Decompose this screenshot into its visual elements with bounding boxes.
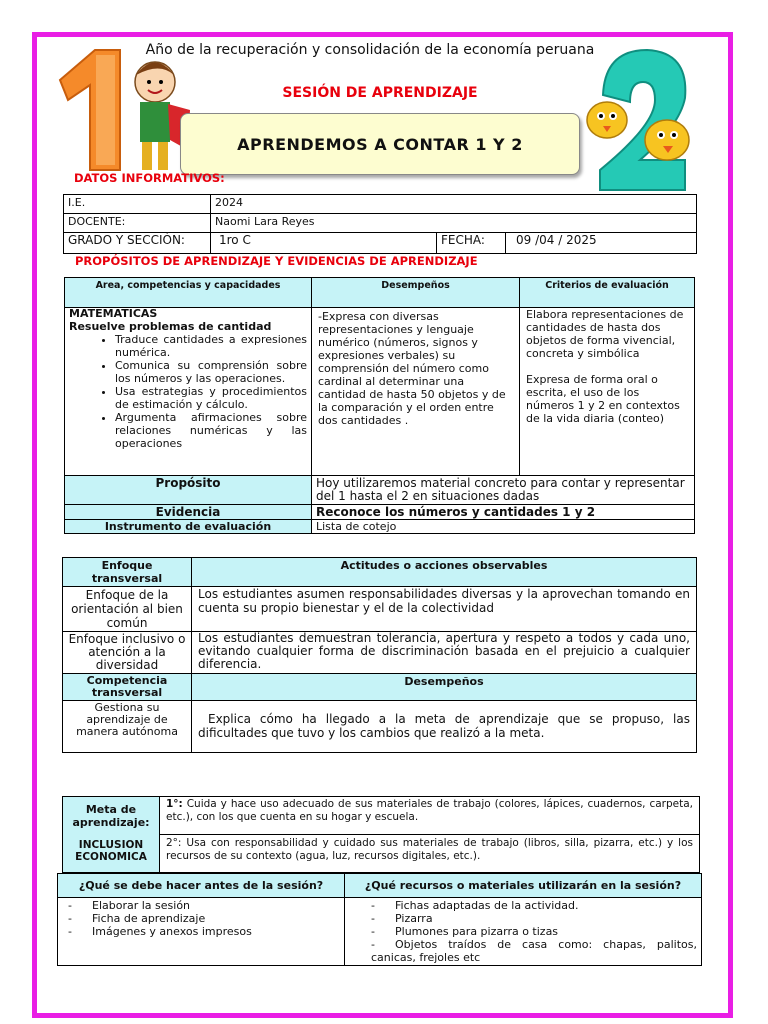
ie-value: 2024 [211, 195, 697, 214]
antes-item: - Imágenes y anexos impresos [68, 925, 340, 938]
proposito-label: Propósito [65, 476, 312, 505]
col-competencia-transversal: Competencia transversal [63, 674, 192, 701]
datos-heading: DATOS INFORMATIVOS: [74, 171, 225, 185]
desempeno-cell: -Expresa con diversas representaciones y lenguaje numérico (números, signos y expresiones verbales) su comprensión del número como cardinal al determinar una cantidad de hasta 50 objetos y de la comparación y el orden entre dos cantidades . [312, 308, 520, 476]
criterios-cell [520, 308, 695, 476]
col-antes: ¿Qué se debe hacer antes de la sesión? [58, 874, 345, 898]
recurso-item: - Objetos traídos de casa como: chapas, palitos, canicas, frejoles etc [371, 938, 697, 964]
session-title: SESIÓN DE APRENDIZAJE [282, 85, 478, 101]
fecha-label: FECHA: [437, 233, 506, 254]
meta-item-2 [160, 835, 700, 873]
evidencia-value: Reconoce los números y cantidades 1 y 2 [312, 505, 695, 520]
meta-item-2-text: Usa con responsabilidad y cuidado sus materiales de trabajo (libros, silla, pizarra, etc.) y los recursos de su contexto (agua, luz, recursos digitales, etc.). [166, 837, 693, 862]
meta-item-2-num: 2°: [166, 837, 182, 849]
capacidades-list [69, 333, 307, 450]
competencia-name: Resuelve problemas de cantidad [69, 320, 272, 333]
recurso-item: - Plumones para pizarra o tizas [371, 925, 697, 938]
proposito-value: Hoy utilizaremos material concreto para contar y representar del 1 hasta el 2 en situaciones dadas [312, 476, 695, 505]
col-criterios: Criterios de evaluación [520, 278, 695, 308]
capacidad-item: • Traduce cantidades a expresiones numérica. [115, 333, 307, 359]
competencia-desempeno: Explica cómo ha llegado a la meta de aprendizaje que se propuso, las dificultades que tuvo y los cambios que realizó a la meta. [192, 701, 697, 753]
col-actitudes: Actitudes o acciones observables [192, 558, 697, 587]
recursos-cell [345, 898, 702, 966]
criterio-2: Expresa de forma oral o escrita, el uso de los números 1 y 2 en contextos de la vida diaria (conteo) [526, 373, 680, 425]
enfoque-name: Enfoque de la orientación al bien común [63, 587, 192, 632]
area-name: MATEMATICAS [69, 307, 158, 320]
enfoques-table [62, 557, 697, 753]
recursos-list [365, 899, 697, 964]
col-area: Area, competencias y capacidades [65, 278, 312, 308]
activity-title: APRENDEMOS A CONTAR 1 Y 2 [180, 113, 580, 175]
number-two-chicks-illustration [585, 40, 710, 200]
preparacion-table [57, 873, 702, 966]
grado-label: GRADO Y SECCIÓN: [64, 233, 211, 254]
meta-item-1 [160, 797, 700, 835]
docente-label: DOCENTE: [64, 214, 211, 233]
enfoque-name: Enfoque inclusivo o atención a la diversidad [63, 632, 192, 674]
evidencia-label: Evidencia [65, 505, 312, 520]
meta-item-1-text: Cuida y hace uso adecuado de sus materiales de trabajo (colores, lápices, cuadernos, carpeta, etc.), con los que cuenta en su hogar y escuela. [166, 798, 693, 823]
fecha-value: 09 /04 / 2025 [506, 233, 697, 254]
number-one-child-illustration [40, 40, 190, 175]
competencia-name: Gestiona su aprendizaje de manera autónoma [63, 701, 192, 753]
col-enfoque: Enfoque transversal [63, 558, 192, 587]
antes-item: - Elaborar la sesión [68, 899, 340, 912]
instrumento-value: Lista de cotejo [312, 520, 695, 534]
propositos-table [64, 277, 695, 534]
ie-label: I.E. [64, 195, 211, 214]
enfoque-actitud: Los estudiantes asumen responsabilidades diversas y la aprovechan tomando en cuenta su propio bienestar y el de la colectividad [192, 587, 697, 632]
antes-list [62, 899, 340, 938]
criterio-1: Elabora representaciones de cantidades de hasta dos objetos de forma vivencial, concreta y simbólica [526, 308, 684, 360]
propositos-heading: PROPÓSITOS DE APRENDIZAJE Y EVIDENCIAS DE APRENDIZAJE [75, 254, 478, 268]
inclusion-label: INCLUSION ECONOMICA [75, 839, 147, 863]
docente-value: Naomi Lara Reyes [211, 214, 697, 233]
meta-item-1-num: 1°: [166, 798, 183, 810]
area-cell [65, 308, 312, 476]
year-title: Año de la recuperación y consolidación de la economía peruana [145, 42, 595, 58]
meta-table [62, 796, 700, 873]
col-desempenos: Desempeños [312, 278, 520, 308]
recurso-item: - Fichas adaptadas de la actividad. [371, 899, 697, 912]
col-desempenos-transversal: Desempeños [192, 674, 697, 701]
col-recursos: ¿Qué recursos o materiales utilizarán en la sesión? [345, 874, 702, 898]
instrumento-label: Instrumento de evaluación [65, 520, 312, 534]
antes-item: - Ficha de aprendizaje [68, 912, 340, 925]
recurso-item: - Pizarra [371, 912, 697, 925]
capacidad-item: • Usa estrategias y procedimientos de estimación y cálculo. [115, 385, 307, 411]
enfoque-actitud: Los estudiantes demuestran tolerancia, apertura y respeto a todos y cada uno, evitando cualquier forma de discriminación basada en el prejuicio a cualquier diferencia. [192, 632, 697, 674]
meta-label: Meta de aprendizaje: [72, 803, 150, 829]
datos-table [63, 194, 697, 254]
antes-cell [58, 898, 345, 966]
grado-value: 1ro C [211, 233, 437, 254]
meta-cell [63, 797, 160, 873]
capacidad-item: • Argumenta afirmaciones sobre relaciones numéricas y las operaciones [115, 411, 307, 450]
capacidad-item: • Comunica su comprensión sobre los números y las operaciones. [115, 359, 307, 385]
